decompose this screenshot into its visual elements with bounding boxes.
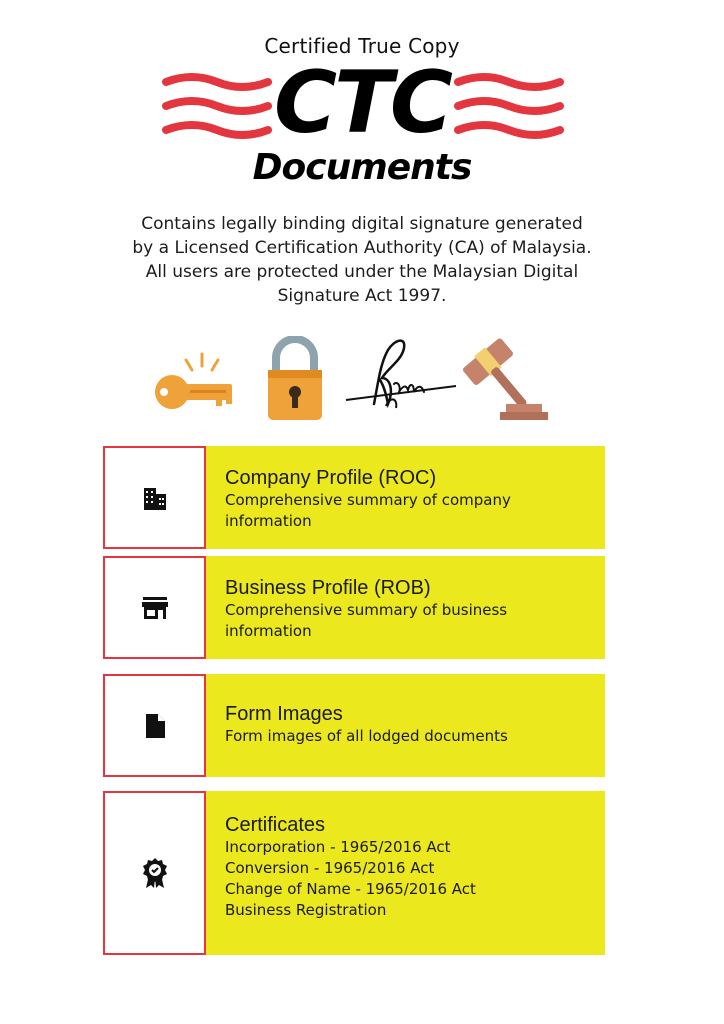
card-icon-box	[103, 446, 206, 549]
card-description-line: Incorporation - 1965/2016 Act	[225, 838, 451, 856]
intro-line: Contains legally binding digital signature generated	[141, 214, 583, 234]
certificate-badge-icon	[142, 857, 168, 889]
key-icon	[150, 348, 242, 432]
card-description-line: Comprehensive summary of company	[225, 491, 511, 509]
card-description-line: Business Registration	[225, 901, 387, 919]
intro-text	[92, 212, 632, 308]
buildings-icon	[142, 486, 168, 510]
card-description-line: Conversion - 1965/2016 Act	[225, 859, 435, 877]
header-subtitle: Certified True Copy	[264, 34, 460, 58]
card-icon-box	[103, 556, 206, 659]
card-icon-box	[103, 674, 206, 777]
card-icon-box	[103, 791, 206, 955]
card-title: Company Profile (ROC)	[225, 467, 437, 489]
intro-line: by a Licensed Certification Authority (CA) of Malaysia.	[132, 238, 592, 258]
card-business-profile[interactable]	[103, 556, 605, 659]
padlock-icon	[264, 336, 326, 422]
card-certificates[interactable]	[103, 791, 605, 955]
card-body	[225, 576, 595, 642]
gavel-icon	[452, 336, 552, 422]
card-body	[225, 702, 595, 747]
card-title: Business Profile (ROB)	[225, 577, 431, 599]
card-title: Certificates	[225, 814, 326, 836]
card-body	[225, 813, 595, 921]
card-body	[225, 466, 595, 532]
card-description-line: Form images of all lodged documents	[225, 727, 508, 745]
feature-icons-row	[0, 330, 724, 430]
document-icon	[144, 713, 166, 739]
store-icon	[142, 596, 168, 620]
card-description-line: information	[225, 512, 312, 530]
card-description-line: information	[225, 622, 312, 640]
logo-documents: Documents	[252, 147, 472, 188]
intro-line: All users are protected under the Malaysian Digital	[145, 262, 579, 282]
card-description-line: Comprehensive summary of business	[225, 601, 508, 619]
card-form-images[interactable]	[103, 674, 605, 777]
signature-icon	[344, 334, 460, 418]
intro-line: Signature Act 1997.	[277, 286, 447, 306]
card-title: Form Images	[225, 703, 343, 725]
logo-ctc: CTC	[274, 53, 450, 153]
card-description-line: Change of Name - 1965/2016 Act	[225, 880, 476, 898]
card-company-profile[interactable]	[103, 446, 605, 549]
